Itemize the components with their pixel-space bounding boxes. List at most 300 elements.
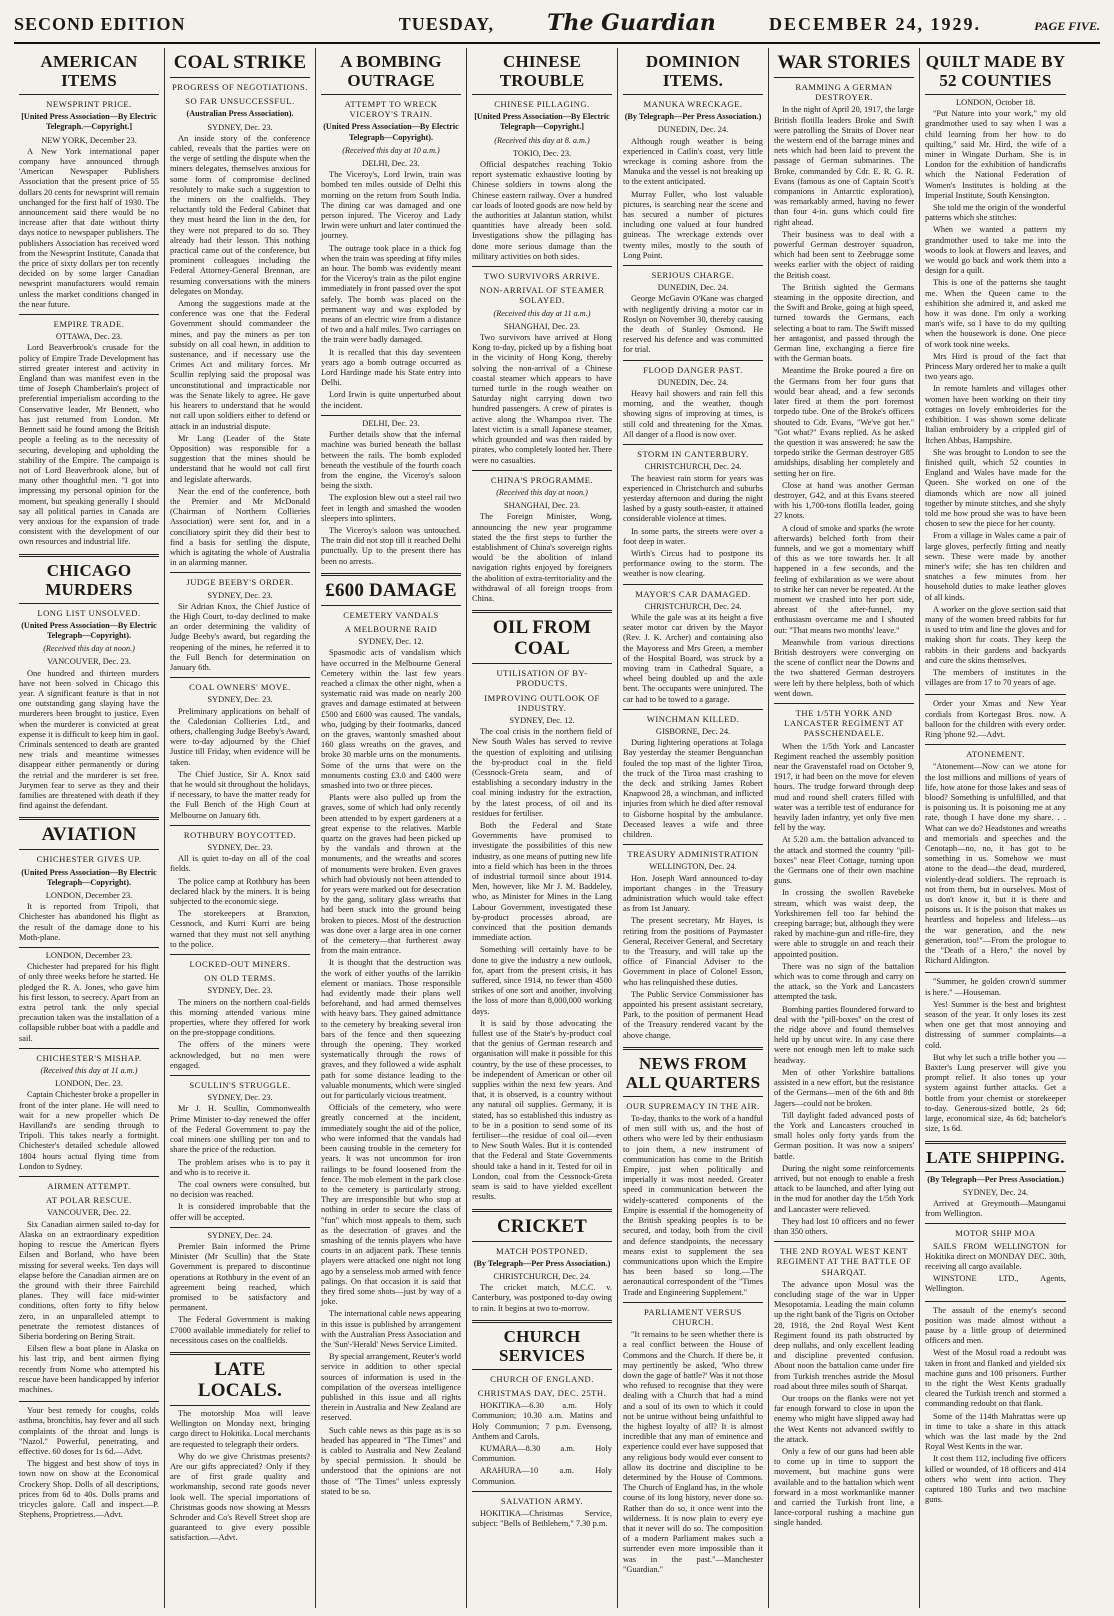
article-paragraph: "Atonement—Now can we atone for the lost millions and millions of years of life, how atone for those lakes and seas of blood? Something is unfulfilled, and that is poisoning us. It is poisoning me at any rate, though I have done my share. . . What can we do? Headstones and wreaths and memorials and speeches and the Cenotaph—no, no, it has got to be something in us. Somehow we must atone to the dead—the dead, murdered, violently-dead soldiers. The reproach is not from them, but in ourselves. Most of us don't know it, but it is there and poisons us. It is the poison that makes us heartless and hopeless and lifeless—us the war generation, and the new generation, too!"—From the prologue to the "Death of a Hero," the novel by Richard Aldington.	[925, 762, 1066, 966]
subsection-divider	[623, 844, 763, 845]
dateline: LONDON, October 18.	[955, 98, 1036, 107]
section-divider	[170, 1352, 310, 1355]
wire-credit: (By Telegraph—Per Press Association.)	[473, 1258, 611, 1268]
wire-credit: (United Press Association—By Electric Telegraph—Copyright).	[21, 867, 157, 887]
article-subheading: WINCHMAN KILLED.	[646, 713, 740, 724]
article-paragraph: HOKITIKA—6.30 a.m. Holy Communion; 10.30 a.m. Matins and Holy Communion; 7 p.m. Evensong, Anthem and Carols.	[472, 1401, 612, 1441]
article-paragraph: KUMARA—8.30 a.m. Holy Communion.	[472, 1443, 612, 1464]
subsection-divider	[321, 415, 461, 416]
article-paragraph: The storekeepers at Branxton, Cessnock, and Kurri Kurri are being warned that they must not sell anything to the police.	[170, 909, 310, 949]
issue-date: DECEMBER 24, 1929.	[768, 14, 981, 34]
article-paragraph: Some of the 114th Mahrattas were up in time to take a share in this attack which was the last made by the 2nd Royal West Kents in the war.	[925, 1411, 1066, 1452]
article-subheading: MANUKA WRECKAGE.	[643, 99, 743, 109]
article-subheading: COAL OWNERS' MOVE.	[189, 682, 291, 693]
article-paragraph: But why let such a trifle bother you —Baxter's Lung preserver will give you prompt relief. It also tones up your system against further attacks. Get a bottle from your chemist or storekeeper to-day. Generous-sized bottle, 2s 6d; large, economical size, 4s 6d; batchelor's size, 1s 6d.	[925, 1052, 1066, 1134]
article	[170, 1352, 310, 1544]
article-paragraph: The Viceroy's saloon was untouched. The train did not stop till it reached Delhi punctually. Up to the present there has been no arrests.	[321, 525, 461, 566]
dateline: VANCOUVER, Dec. 22.	[47, 1208, 131, 1218]
article-subheading-secondary: NON-ARRIVAL OF STEAMER SOLAYED.	[479, 285, 605, 306]
article	[19, 314, 159, 547]
article	[623, 1302, 763, 1575]
article-subheading: RAMMING A GERMAN DESTROYER.	[795, 82, 893, 103]
wire-credit: [United Press Association—By Electric Telegraph—Copyright.]	[474, 112, 610, 132]
subsection-divider	[774, 1241, 914, 1242]
article-subheading: CHURCH OF ENGLAND.	[490, 1373, 594, 1384]
article-paragraph: The present secretary, Mr Hayes, is retiring from the positions of Paymaster General, Receiver General, and Secretary to the Treasury, and will take up the office of Financial Adviser to the Government in place of Colonel Esson, who has relinquished these duties.	[623, 916, 763, 987]
article-paragraph: It is said by those advocating the fullest use of the State's by-product coal that the genius of German research and organisation will make it possible for this country, by the use of these processes, to be independent of American or other oil supplies within the next few years. And that, it is observed, is a country without any natural oil supplies. Germany, it is stated, has so established this industry as to be in a position to send some of its fertiliser—the residue of coal oil—even to New South Wales. But it is contended that the Federal and State Governments should take a hand in it. Tested for oil in London, coal from the Cessnock-Greta seam is said to have yielded excellent results.	[472, 1018, 612, 1202]
article	[19, 947, 159, 1044]
article-subheading: THE 1/5TH YORK AND LANCASTER REGIMENT AT PASSCHENDAELE.	[784, 707, 904, 739]
article-subheading: SALVATION ARMY.	[500, 1495, 584, 1506]
article-paragraph: Mr J. H. Scullin, Commonwealth Prime Minister to-day renewed the offer of the Federal Government to pay the coal miners one shilling per ton and to share the price of the reduction.	[170, 1104, 310, 1155]
article-paragraph: The assault of the enemy's second position was made almost without a pause by a little group of determined officers and men.	[925, 1305, 1066, 1346]
dateline: WELLINGTON, Dec. 24.	[649, 862, 737, 872]
article-paragraph: George McGavin O'Kane was charged with negligently driving a motor car in Roslyn on November 30, thereby causing the death of Stanley Osmond. He reserved his defence and was committed for trial.	[623, 294, 763, 355]
article-paragraph: Spasmodic acts of vandalism which have occurred in the Melbourne General Cemetery within the last few years reached a climax the other night, when a systematic raid was made on nearly 200 graves and damage estimated at between £500 and £600 was caused. The vandals, who, judging by their footmarks, danced on the graves, wantonly smashed about 160 glass wreaths on the graves, and broke 30 marble urns on the monuments. Some of the urns that were on the monuments costing £3.0 and £400 were smashed into two or three pieces.	[321, 648, 461, 790]
subsection-divider	[170, 572, 310, 573]
article-paragraph: An inside story of the conference cabled, reveals that the parties were on the verge of settling the dispute when the miners delegates, themselves anxious for some form of compromise declined resolutely to make such a suggestion to the miners on the coalfields. They reluctantly told the Federal Cabinet that they must heard the lion in the den, for they were not prepared to do so. They already had their lesson. This nothing practical came out of the conference, but prominent colleagues including the Federal Attorney-General Brennan, are resuming conversations with the miners delegates on Monday.	[170, 133, 310, 296]
headline-rule	[472, 1369, 612, 1370]
received-note: (Received this day at 8. a.m.)	[494, 135, 590, 145]
article-paragraph: When the 1/5th York and Lancaster Regiment reached the assembly position near the Gravenstafel road on October 9, 1917, it had been on the move for eleven hours. The trudge forward through deep mud and round shell craters filled with water was a terrible test of endurance for heavily laden infantry, yet only five men fell by the way.	[774, 741, 914, 833]
dateline: LONDON, Dec. 23.	[55, 1079, 123, 1089]
article-subheading-secondary: ON OLD TERMS.	[204, 973, 276, 984]
headline-rule	[472, 94, 612, 95]
dateline: SYDNEY, Dec. 24.	[962, 1187, 1029, 1197]
article-paragraph: The advance upon Mosul was the concluding stage of the war in Upper Mesopotamia. Leading the main column up the right bank of the Tigris on October 28, 1918, the 2nd Royal West Kent Regiment found its path obstructed by deep nullahs, and only excellent leading and discipline prevented confusion. About noon the battalion came under fire from Turkish trenches astride the Mosul road about three miles south of Sharqat.	[774, 1279, 914, 1391]
article-headline: OIL FROM COAL	[492, 617, 592, 660]
dateline: SHANGHAI, Dec. 23.	[503, 501, 581, 511]
article-headline: CHURCH SERVICES	[498, 1326, 586, 1365]
article-paragraph: They had lost 10 officers and no fewer than 350 others.	[774, 1216, 914, 1236]
article-paragraph: Only a few of our guns had been able to come up in time to support the movement, but machine guns were available and to the battalion which went forward in a most workmanlike manner and carried the Turkish front line, a lance-corporal rushing a machine gun single handed.	[774, 1447, 914, 1528]
article-paragraph: By special arrangement, Reuter's world service in addition to other special sources of information is used in the compilation of the overseas intelligence published in this issue and all rights therein in Australia and New Zealand are reserved.	[321, 1352, 461, 1423]
dateline: OTTAWA, Dec. 23.	[55, 332, 123, 342]
article-paragraph: Six Canadian airmen sailed to-day for Alaska on an extraordinary expedition hoping to rescue the American flyers Eilsen and Borland, who have been missing for several weeks. Ten days will elapse before the Canadian airmen are on the ground with their three Fairchild planes. They will face mid-winter conditions, often forty to fifty below zero, in an unparalleled attempt to penetrate the remotest distances of Siberia bordering on Bering Strait.	[19, 1219, 159, 1341]
dateline: DELHI, Dec. 23.	[362, 418, 420, 428]
dateline: SYDNEY, Dec. 12.	[358, 637, 424, 647]
article-paragraph: It is considered improbable that the offer will be accepted.	[170, 1202, 310, 1222]
dateline: LONDON, December 23.	[45, 891, 133, 900]
article-paragraph: She told me the origin of the wonderful patterns which she stitches:	[925, 203, 1066, 223]
article-paragraph: The heaviest rain storm for years was experienced in Christchurch and suburbs yesterday afternoon and during the night lashed by a gusty south-easter, it attained considerable violence at times.	[623, 473, 763, 524]
headline-rule	[925, 1171, 1066, 1172]
article-paragraph: Mrs Hird is proud of the fact that Princess Mary ordered her to make a quilt two years ago.	[925, 351, 1066, 382]
dateline: DELHI, Dec. 23.	[362, 159, 420, 169]
subsection-divider	[623, 709, 763, 710]
article-headline: AMERICAN ITEMS	[40, 52, 138, 90]
article	[321, 52, 461, 411]
article-paragraph: A worker on the glove section said that many of the women breed rabbits for fur is used to trim and line the gloves and for making short fur coats. They keep the rabbits in their gardens and backyards and cure the skins themselves.	[925, 604, 1066, 665]
article-subheading: MATCH POSTPONED.	[495, 1245, 589, 1256]
article-headline: WAR STORIES	[777, 52, 911, 73]
article	[19, 554, 159, 812]
article-paragraph: In some parts, the streets were over a foot deep in water.	[623, 526, 763, 546]
article-paragraph: Your best remedy for coughs, colds asthma, bronchitis, hay fever and all such complaints of the throat and lungs is "Nazol." Powerful, penetrating, and effective. 60 doses for 1s 6d.—Advt.	[19, 1406, 159, 1456]
subsection-divider	[774, 703, 914, 704]
article-paragraph: Yes! Summer is the best and brightest season of the year. It only loses its zest when one get that most annoying and distressing of summer complaints—a cold.	[925, 999, 1066, 1050]
article-paragraph: Close at hand was another German destroyer, G42, and at this Evans steered with his 1,700-tons flotilla leader, going 27 knots.	[774, 480, 914, 521]
dateline: SYDNEY, Dec. 12.	[509, 715, 575, 725]
article	[321, 573, 461, 1497]
article-subheading: CHICHESTER'S MISHAP.	[36, 1052, 142, 1063]
newspaper-column	[165, 48, 316, 1608]
article-subheading: PARLIAMENT VERSUS CHURCH.	[644, 1306, 742, 1327]
article	[170, 954, 310, 1071]
dateline: SHANGHAI, Dec. 23.	[503, 321, 581, 331]
article-paragraph: Something will certainly have to be done to give the industry a new outlook, for, apart from the present crisis, it has suffered, since 1914, no fewer than 4500 strikes of one sort and another, involving the loss of more than 8,000,000 working days.	[472, 945, 612, 1016]
article-paragraph: Hon. Joseph Ward announced to-day important changes in the Treasury administration which would take effect as from 1st January.	[623, 873, 763, 914]
article-headline: QUILT MADE BY 52 COUNTIES	[925, 52, 1066, 90]
article-paragraph: The members of institutes in the villages are from 17 to 70 years of age.	[925, 667, 1066, 688]
article-paragraph: The outrage took place in a thick fog when the train was speeding at fifty miles an hour. The bomb was evidently meant for the Viceroy's train as the pilot engine immediately in front passed over the spot safely. The bomb was placed on the permanent way and was exploded by means of an electric wire from a distance of two and a half miles. Two carriages on the train were badly damaged.	[321, 243, 461, 345]
page-number: PAGE FIVE.	[1034, 19, 1100, 33]
subsection-divider	[623, 444, 763, 445]
subsection-divider	[170, 677, 310, 678]
article-paragraph: There was no sign of the battalion which was to come through and carry on the attack, so the York and Lancasters attempted the task.	[774, 961, 914, 1002]
article-paragraph: During lightering operations at Tolaga Bay yesterday the steamer Benguanchan fouled the top mast of the lighter Tiroa, the truck of the Tiroa mast crashing to the deck and striking James Robert Knapwood 28, a winchman, and inflicted injuries from which he died after removal to Gisborne hospital by the ambulance. Deceased leaves a wife and three children.	[623, 738, 763, 839]
article-paragraph: The cricket match, M.C.C. v. Canterbury, was postponed to-day owing to rain. It begins at two to-morrow.	[472, 1283, 612, 1313]
headline-rule	[623, 94, 763, 95]
article	[774, 703, 914, 1237]
article-paragraph: It cost them 112, including five officers killed or wounded, of 18 officers and 414 others who went into action. They captured 180 Turks and two machine guns.	[925, 1454, 1066, 1505]
article-subheading: MOTOR SHIP MOA	[955, 1228, 1036, 1239]
article-subheading: OUR SUPREMACY IN THE AIR.	[626, 1100, 760, 1111]
article-headline: CRICKET	[496, 1215, 588, 1237]
article-paragraph: It is thought that the destruction was the work of either youths of the larrikin element or maniacs. Those responsible had evidently made their plans well beforehand, and had armed themselves with heavy bars. They gained admittance to the cemetery by breaking several iron bars of the fence and then squeezing through the opening. They worked systematically through the rows of graves, and they followed a wide asphalt path for some distance leading to the valuable monuments, which were singled out for particularly vicious treatment.	[321, 958, 461, 1101]
article-paragraph: Further details show that the infernal machine was buried beneath the ballast between the rails. The bomb exploded beneath the vestibule of the fourth coach from the engine, the Viceroy's saloon being the sixth.	[321, 430, 461, 491]
article-paragraph: Although rough weather is being experienced in Catlin's coast, very little wreckage is coming ashore from the Manuka and the vessel is not breaking up to the extent anticipated.	[623, 136, 763, 187]
article-subheading: FLOOD DANGER PAST.	[643, 364, 743, 375]
article	[170, 677, 310, 821]
article-paragraph: In remote hamlets and villages other women have been working on their tiny cottages on lovely embroideries for the exhibition. I was shown some delicate Italian embroidery by a crippled girl of Itchen Abbas, Hampshire.	[925, 384, 1066, 445]
article-paragraph: The miners on the northern coal-fields this morning attended various mine properties, where they offered for work on the pre-stoppage conditions.	[170, 997, 310, 1038]
headline-rule	[774, 77, 914, 78]
article-paragraph: It is recalled that this day seventeen years ago a bomb outrage occurred as Lord Hardinge made his State entry into Delhi.	[321, 347, 461, 388]
article-paragraph: The Public Service Commissioner has appointed his present assistant secretary, Park, to the position of permanent Head of the Treasury rendered vacant by the above change.	[623, 989, 763, 1040]
article-subheading-secondary: AT POLAR RESCUE.	[46, 1195, 132, 1206]
dateline: GISBORNE, Dec. 24.	[655, 726, 731, 736]
dateline: CHRISTCHURCH, Dec. 24.	[493, 1271, 591, 1281]
article-paragraph: Official despatches reaching Tokio report systematic exhaustive looting by Chinese soldiers in towns along the Chinese eastern railway. Over a hundred car loads of looted goods are now held by the authorities at Jalantun station, whilst quantities have already been sold. Investigations show the pillaging has done more serious damage than the military activities on both sides.	[472, 160, 613, 261]
article-headline: LATE LOCALS.	[197, 1358, 283, 1401]
article	[623, 844, 763, 1041]
article-subheading-secondary: A MELBOURNE RAID	[344, 623, 438, 634]
article-paragraph: It is reported from Tripoli, that Chichester has abandoned his flight as the result of the damage done to his Moth-plane.	[19, 902, 159, 942]
section-divider	[472, 1320, 612, 1323]
article	[623, 360, 763, 440]
article-paragraph: The explosion blew out a steel rail two feet in length and smashed the wooden sleepers into splinters.	[321, 493, 461, 523]
subsection-divider	[925, 1223, 1066, 1224]
newspaper-column	[14, 48, 165, 1608]
article-paragraph: ARAHURA—10 a.m. Holy Communion.	[472, 1466, 612, 1486]
headline-rule	[170, 1405, 310, 1406]
wire-credit: (By Telegraph—Per Press Association.)	[624, 112, 762, 122]
article	[623, 584, 763, 705]
article-headline: CHINESE TROUBLE	[499, 52, 585, 90]
article	[170, 52, 310, 568]
article-subheading: CHINA'S PROGRAMME.	[490, 474, 594, 485]
dateline: SYDNEY, Dec. 23.	[207, 695, 273, 705]
article-paragraph: The police camp at Rothbury has been declared black by the miners. It is being subjected to the economic siege.	[170, 876, 310, 907]
newspaper-column	[467, 48, 618, 1608]
article-paragraph: Order your Xmas and New Year cordials from Kortegast Bros. now. A balloon for the children with every order. Ring 'phone 92.—Advt.	[925, 699, 1066, 739]
subsection-divider	[623, 265, 763, 266]
article-paragraph: Our troops on the flanks were not yet far enough forward to close in upon the enemy who might have slipped away had the West Kents not advanced swiftly to the attack.	[774, 1393, 914, 1444]
advertisement	[19, 1401, 159, 1520]
wire-credit: (United Press Association—By Electric Telegraph—Copyright).	[323, 122, 459, 142]
article-paragraph: In crossing the swollen Ravebeke stream, which was waist deep, the Yorkshiremen fell too far behind the creeping barrage; but, although they were raked by machine-gun and rifle-fire, they were able to struggle on and reach their appointed position.	[774, 888, 914, 959]
article-subheading: EMPIRE TRADE.	[53, 319, 125, 330]
headline-rule	[472, 663, 612, 664]
article-subheading: SERIOUS CHARGE.	[651, 270, 735, 281]
article-paragraph: Plants were also pulled up from the graves, some of which had only recently been attended to by expert gardeners at a great expense to the relatives. Marble quartz on the graves had been picked up by the vandals and thrown at the monuments, and the wreaths and scores of monuments were broken. Even graves which had obviously not been attended to for years were marked out for desecration by the gang, solitary glass wreaths that had been stuck into the ground being broken to pieces. Most of the destruction was done over a large area in one corner of the cemetery—that furtherest away from the main entrance.	[321, 793, 461, 956]
article-paragraph: One hundred and thirteen murders have not been solved in Chicago this year. A significant feature is that in not one outstanding gang slaying have the murderers been brought to justice. Even when the murderer is convicted at great expense it is difficult to keep him in gaol. Criminals sentenced to death are granted new trials and meantime witnesses disappear either permanently or during the retrial and the murderer is set free. Jurymen fear to serve as they and their families are threatened with death if they find against the defendant.	[19, 668, 159, 811]
article-paragraph: West of the Mosul road a redoubt was taken in front and flanked and yielded six machine guns and 100 prisoners. Further to the right the West Kents gradually cleared the Turkish trench and stormed a commanding redoubt on that flank.	[925, 1348, 1066, 1409]
dateline: SYDNEY, Dec. 23.	[207, 590, 273, 600]
article-paragraph: From a village in Wales came a pair of large gloves, perfectly fitting and neatly sewn. These were made by another miner's wife; she has ten children and snatches a few minutes from her household duties to make leather gloves of all kinds.	[925, 531, 1066, 602]
article-paragraph: The problem arises who is to pay it and who is to receive it.	[170, 1157, 310, 1177]
article-paragraph: Meantime the Broke poured a fire on the Germans from her four guns that would bear ahead, and a few seconds later fired at them the port foremost torpedo tube. One of the Broke's officers shouted to Cdr. Evans, "We've got her." "Got what?" Evans replied. As he asked the question it was answered: he saw the torpedo strike the German destroyer G85 amidships, disabling her completely and setting her on fire.	[774, 366, 914, 478]
article-subheading: SCULLIN'S STRUGGLE.	[189, 1080, 291, 1091]
article-subheading-secondary: IMPROVING OUTLOOK OF INDUSTRY.	[484, 692, 600, 713]
section-divider	[472, 610, 612, 613]
article-subheading: PROGRESS OF NEGOTIATIONS.	[172, 82, 308, 92]
article-paragraph: Sir Adrian Knox, the Chief Justice of the High Court, to-day declined to make an order determining the validity of Judge Beeby's award, but regarding the reopening of the mines, he referred it to the Full Bench for determination on January 6th.	[170, 601, 310, 672]
article-paragraph: Lord Irwin is quite unperturbed about the incident.	[321, 390, 461, 410]
article	[472, 610, 612, 1202]
article-subheading: LONG LIST UNSOLVED.	[37, 607, 141, 618]
article-paragraph: Premier Bain informed the Prime Minister (Mr Scullin) that the State Government is prepared to discontinue operations at Rothbury in the event of an agreement being reached, which promised to be satisfactory and permanent.	[170, 1241, 310, 1313]
article	[19, 1048, 159, 1172]
article-paragraph: A cloud of smoke and sparks (he wrote afterwards) belched forth from their funnels, and we got a momentary whiff of this as we tore towards her. It all happened in a few seconds, and the feeling of exhilaration as we were about to strike her can never be repeated. At the moment we crashed into her port side, abreast of the after-funnel, my enthusiasm overcame me and I shouted out: "That means two months' leave."	[774, 523, 914, 635]
article-subheading: UTILISATION OF BY-PRODUCTS.	[496, 668, 588, 689]
article	[472, 470, 612, 604]
subsection-divider	[170, 954, 310, 955]
dateline: LONDON, December 23.	[45, 951, 133, 961]
subsection-divider	[623, 1302, 763, 1303]
article-subheading: LOCKED-OUT MINERS.	[189, 959, 291, 970]
article-paragraph: The coal owners were consulted, but no decision was reached.	[170, 1179, 310, 1200]
subsection-divider	[472, 1491, 612, 1492]
subsection-divider	[19, 1048, 159, 1049]
section-divider	[321, 573, 461, 576]
headline-rule	[19, 849, 159, 850]
article-paragraph: Among the suggestions made at the conference was one that the Federal Government should commandeer the mines, and pay the miners as per ton subsidy on all coal hewn, in addition to sustenance, and if necessary use the Crimes Act and military forces. Mr Scullin replying said the proposal was unconstitutional and impracticable nor was the Senate likely to agree. He gave his hearers to understand that he would not call upon soldiers either to defend or attack in an industrial dispute.	[170, 299, 310, 431]
article-paragraph: Their business was to deal with a powerful German destroyer squadron, which had been sent to Zeebrugge some weeks earlier with the object of raiding the British coast.	[774, 229, 914, 280]
article-paragraph: "Put Nature into your work," my old grandmother used to say when I was a child learning from her how to do quilting," said Mr. Hird, the wife of a miner in Wingate Durham. She is in London for the exhibition of handicrafts which the National Federation of Women's Institutes is holding at the Imperial Institute, South Kensington.	[925, 109, 1066, 200]
column-container	[14, 48, 1100, 1608]
article-subheading: JUDGE BEEBY'S ORDER.	[186, 577, 294, 588]
article-paragraph: This is one of the patterns she taught me. When the Queen came to the exhibition she admired it, and asked me how it was done. I'm only a working man's wife, so I have to do my quilting when the housework is done. One piece of work took nine weeks.	[925, 278, 1066, 349]
article-paragraph: While the gale was at its height a five seater motor car driven by the Mayor (Rev. J. K. Archer) and containing also the Mayoress and Mrs Green, a member of the Hospital Board, was struck by a moving tram in Cathedral Square, a wheel being doubled up and the axle bent. The occupants were uninjured. The car had to be towed to a garage.	[623, 612, 763, 704]
masthead	[14, 10, 1100, 44]
article-paragraph: HOKITIKA—Christmas Service, subject: "Bells of Bethlehem," 7.30 p.m.	[472, 1508, 612, 1529]
subsection-divider	[170, 1075, 310, 1076]
article	[170, 825, 310, 950]
article-paragraph: Captain Chichester broke a propeller in front of the inter plane. He will need to wait for a new propeller which De Havilland's are sending through to Tripoli. This takes nearly a fortnight. Chichester's detailed schedule allowed 1804 hours actual flying time from London to Sydney.	[19, 1090, 159, 1171]
article-paragraph: Both the Federal and State Governments have promised to investigate the possibilities of this new industry, as one means of putting new life into a field which has been in the throes of industrial turmoil since about 1914. Men, however, like Mr J. M. Baddeley, who, as Minister for Mines in the Lang Labour Government, investigated these by-product processes abroad, are convinced that the position demands immediate action.	[472, 820, 612, 943]
headline-rule	[925, 94, 1066, 95]
article	[774, 52, 914, 699]
article-paragraph: "It remains to be seen whether there is a real conflict between the House of Commons and the Church. If there be, it may pertinently be asked, 'Who threw down the gage of battle?' Was it not those who refused to recognise that they were dealing with a Church that had a mind and a soul of its own to which it could not be untrue without being unfaithful to the highest loyalty of all? It is almost incredible that any man of eminence and experience could ever have supposed that any religious body would ever consent to allow its doctrine and discipline to be determined by the House of Commons. The Church of England has, in the whole course of its long history, never done so. Rather than do so, it once went into the wilderness. It is now plain to every eye that it never will do so. The composition of a modern Parliament makes such a surrender even more impossible than it was in the past."—Manchester "Guardian."	[623, 1330, 763, 1574]
article-paragraph: During the night some reinforcements arrived, but not enough to enable a fresh attack to be launched, and after lying out in the mud for another day the 1/5th York and Lancaster were relieved.	[774, 1163, 914, 1214]
newspaper-title: The Guardian	[547, 10, 716, 36]
article	[623, 444, 763, 579]
newspaper-column	[316, 48, 467, 1608]
subsection-divider	[170, 1227, 310, 1228]
wire-credit: (United Press Association—By Electric Telegraph—Copyright).	[21, 620, 157, 640]
article-paragraph: The international cable news appearing in this issue is published by arrangement with the Australian Press Association and the 'Sun'-'Herald' News Service Limited.	[321, 1309, 461, 1349]
article-paragraph: To-day, thanks to the work of a handful of men still with us, and the host of others who were led by their enthusiasm to join them, a new instrument of communication has come to the British Empire, just when politically and imperially it was most needed. Greater speed in communication between the widely-scattered components of the Empire is essential if the homogeneity of the British speaking peoples is to be secured, and today, both from the civil and defence standpoints, the necessary means exist to supplement the sea communications upon which the Empire has been based so long.—The aeronautical correspondent of the "Times Trade and Engineering Supplement."	[623, 1114, 763, 1297]
dateline: SYDNEY, Dec. 23.	[207, 986, 273, 996]
article-headline: LATE SHIPPING.	[926, 1147, 1065, 1167]
advertisement	[925, 972, 1066, 1134]
article-paragraph: "Summer, he golden crown'd summer is here." —Houseman.	[925, 977, 1066, 997]
article-subheading: ATONEMENT.	[966, 749, 1025, 760]
article-subheading: TREASURY ADMINISTRATION	[627, 849, 759, 860]
headline-rule	[472, 1241, 612, 1242]
article-paragraph: Till daylight faded advanced posts of the York and Lancasters crouched in small holes only forty yards from the German position. It was now a snipers' battle.	[774, 1110, 914, 1161]
article-headline: CHICAGO MURDERS	[45, 560, 133, 599]
article	[472, 1209, 612, 1314]
article	[19, 817, 159, 943]
article-paragraph: The Viceroy's, Lord Irwin, train was bombed ten miles outside of Delhi this morning on the return from South India. The dining car was damaged and one person injured. The Viceroy and Lady Irwin were unhurt and later continued the journey.	[321, 170, 461, 241]
article-paragraph: The biggest and best show of toys in town now on show at the Economical Crockery Shop. Dolls of all descriptions, prices from 6d to 40s. Dolls prams and tricycles galore. Call and inspect.—P. Stephens, Proprietress.—Advt.	[19, 1459, 159, 1520]
article	[170, 1075, 310, 1223]
received-note: (Received this day at 11 a.m.)	[40, 1066, 138, 1076]
article-paragraph: Meanwhile from various directions British destroyers were converging on the scene of conflict near the Downs and the two shattered German destroyers were left by there helpless, both of which went down.	[774, 637, 914, 698]
article	[925, 1141, 1066, 1220]
article-paragraph: Lord Beaverbrook's crusade for the policy of Empire Trade Development has stirred greater interest and activity in England than was manifest even in the time of Joseph Chamberlain's project of preferential imperialism according to the Conservative leader, Mr Bennett, who has just returned from London. Mr Bennett said he found among the British people a feeling as to the necessity of securing, developing and upholding the stability of the Empire. The campaign is not of Lord Beaverbrook alone, but of many other thoughtful men. "I got into impressing my personal opinion for the moment, but speaking generally I should say all political parties in Canada are very anxious for the expansion of trade consistent with the development of our own resources and industrial life.	[19, 343, 159, 547]
subsection-divider	[170, 825, 310, 826]
article-paragraph: Preliminary applications on behalf of the Caledonian Collieries Ltd., and others, challenging Judge Beeby's Award, were to-day adjourned by the Chief Justice till Friday, when evidence will be taken.	[170, 706, 310, 767]
article-paragraph: Eilsen flew a boat plane in Alaska on his last trip, and bent airmen flying recently from Nome who attempted his rescue have been handicapped by inferior machines.	[19, 1344, 159, 1394]
article-headline: NEWS FROM ALL QUARTERS	[625, 1053, 761, 1092]
subsection-divider	[472, 470, 612, 471]
article	[19, 52, 159, 310]
article	[472, 1491, 612, 1530]
article	[623, 709, 763, 840]
article-paragraph: At 5.20 a.m. the battalion advanced to the attack and stormed the country "pill-boxes" near Fleet Cottage, turning upon the Germans one of their own machine guns.	[774, 835, 914, 886]
article-paragraph: Wirth's Circus had to postpone its performance owing to the storm. The weather is now clearing.	[623, 548, 763, 579]
article-paragraph: Heavy hail showers and rain fell this morning, and the weather, though showing signs of improving at times, is still cold and threatening for the Xmas. All danger of a flood is now over.	[623, 389, 763, 439]
article-subheading: THE 2ND ROYAL WEST KENT REGIMENT AT THE BATTLE OF SHARQAT.	[776, 1246, 912, 1277]
dateline: DUNEDIN, Dec. 24.	[657, 125, 729, 135]
dateline: NEW YORK, December 23.	[41, 135, 137, 145]
section-divider	[925, 1141, 1066, 1144]
article-paragraph: In the night of April 20, 1917, the large British flotilla leaders Broke and Swift were patrolling the Straits of Dover near the western end of the barrage mines and nets which had been laid to prevent the passage of German submarines. The Broke, commanded by Cdr. E. R. G. R. Evans (famous as one of Captain Scott's companions in Antarctic exploration), was remarkably armed, having no fewer than four 4-in. guns which could fire right ahead.	[774, 105, 914, 227]
article-subheading: NEWSPRINT PRICE.	[46, 99, 132, 109]
newspaper-column	[920, 48, 1071, 1608]
wire-credit: [United Press Association—By Electric Telegraph.—Copyright.]	[21, 112, 157, 132]
dateline: SYDNEY, Dec. 24.	[207, 1230, 273, 1240]
headline-rule	[19, 603, 159, 604]
article-subheading-secondary: SO FAR UNSUCCESSFUL.	[185, 96, 295, 107]
article	[321, 415, 461, 567]
article-paragraph: Such cable news as this page as is so headed has appeared in "The Times" and is cabled to Australia and New Zealand by special permission. It should be understood that the opinions are not those of "The Times" unless expressly stated to be so.	[321, 1425, 461, 1496]
headline-rule	[170, 77, 310, 78]
article-subheading: CHINESE PILLAGING.	[494, 99, 590, 109]
article-headline: COAL STRIKE	[173, 52, 307, 73]
article-paragraph: The coal crisis in the northern field of New South Wales has served to revive the question of exploiting and utilising the by-product coal in the field (Cessnock-Greta seam, and of establishing a secondary industry in the coal mining industry for the extraction, by the latest process, of oil and its residues for fertiliser.	[472, 727, 612, 818]
article-paragraph: The Federal Government is making £7000 available immediately for relief to necessitous cases on the coalfields.	[170, 1315, 310, 1345]
subsection-divider	[472, 266, 612, 267]
article-subheading: CHICHESTER GIVES UP.	[36, 854, 142, 865]
day-label: TUESDAY,	[398, 14, 494, 34]
headline-rule	[19, 94, 159, 95]
edition-label: SECOND EDITION	[14, 14, 186, 34]
article-paragraph: Men of other Yorkshire battalions assisted in a new effort, but the resistance of the Germans—men of the 6th and 8th Jagers—could not be broken.	[774, 1067, 914, 1108]
article-paragraph: Arrived at Greymouth—Maunganui from Wellington.	[925, 1198, 1066, 1219]
article	[925, 744, 1066, 966]
article-paragraph: SAILS FROM WELLINGTON for Hokitika direct on MONDAY DEC. 30th, receiving all cargo available.	[925, 1241, 1066, 1271]
subsection-divider	[623, 360, 763, 361]
article-paragraph: Murray Fuller, who lost valuable pictures, is searching near the scene and has secured a number of pictures including one valued at four hundred guineas. The wreckage extends over twenty miles, mostly to the south of Long Point.	[623, 189, 763, 260]
dateline: SYDNEY, Dec. 23.	[207, 122, 273, 132]
newspaper-column	[769, 48, 920, 1608]
dateline: DUNEDIN, Dec. 24.	[657, 283, 729, 293]
article	[472, 266, 612, 466]
article-paragraph: When we wanted a pattern my grandmother used to take me into the woods to look at flowers and leaves, and we would go back and work them into a design for a quilt.	[925, 225, 1066, 276]
headline-rule	[321, 94, 461, 95]
article-paragraph: Bombing parties floundered forward to deal with the "pill-boxes" on the crest of the ridge above and found themselves held up by uncut wire. In any case there were not enough men left to make such headway.	[774, 1004, 914, 1065]
subsection-divider	[623, 584, 763, 585]
article-subheading: AIRMEN ATTEMPT.	[47, 1181, 131, 1192]
article-paragraph: Near the end of the conference, both the Premier and Mr McDonald (Chairman of Northern Collieries Association) were sent for, and in a conciliatory spirit they did their best to find a basis for settling the dispute, which is agitating the whole of Australia in an alarming manner.	[170, 486, 310, 568]
article-subheading: CEMETERY VANDALS	[343, 609, 439, 620]
article-paragraph: Why do we give Christmas presents? Are our gifts appreciated? Only if they are of first grade quality and workmanship, second rate goods never look well. The special importations of Christmas goods now showing at Messrs Schroder and Co's Revell Street shop are guaranteed to give every possible satisfaction.—Advt.	[170, 1451, 310, 1543]
article-paragraph: The British sighted the Germans steaming in the opposite direction, and the Swift and Broke, going at high speed, turned towards the Germans, each selecting a boat to ram. The Swift missed her antagonist, and passed through the German line, exchanging a fierce fire with the German boats.	[774, 282, 914, 364]
newspaper-column	[618, 48, 769, 1608]
received-note: (Received this day at noon.)	[496, 487, 588, 497]
article	[623, 1047, 763, 1298]
subsection-divider	[19, 1176, 159, 1177]
advertisement	[925, 1301, 1066, 1506]
article-paragraph: Officials of the cemetery, who were greatly concerned at the incident, immediately sought the aid of the police, who were informed that the vandals had been causing trouble in the cemetery for years. It was not uncommon for iron railings to be found loosened from the fence. The mob element in the park close to the cemetery is particularly strong. They are irresponsible but who stop at nothing in order to secure the class of "fun" which most appeals to them, such as the desecration of graves and the smashing of the tennis players who have courts in an adjacent park. These tennis players were attacked one night not long ago by a senseless mob armed with fence palings. On that occasion it is said that they fired some shots—just by way of a joke.	[321, 1103, 461, 1307]
section-divider	[623, 1047, 763, 1050]
subsection-divider	[19, 314, 159, 315]
article-headline: £600 DAMAGE	[325, 579, 457, 601]
article-paragraph: Chichester had prepared for his flight of only three weeks before he started. He pledged the R. A. Jones, who gave him his first lesson, to secrecy. Apart from an extra petrol tank the only special precaution taken was the installation of a collapsible rubber boat with a paddle and sail.	[19, 962, 159, 1043]
received-note: (Received this day at noon.)	[43, 644, 135, 654]
article-subheading-secondary: CHRISTMAS DAY, DEC. 25TH.	[477, 1387, 607, 1398]
article-subheading: ATTEMPT TO WRECK VICEROY'S TRAIN.	[344, 99, 438, 120]
wire-credit: (Australian Press Association).	[186, 109, 294, 119]
article-paragraph: Two survivors have arrived at Hong Kong to-day, picked up by a fishing boat in the vicinity of Hong Kong, thereby solving the non-arrival of a Chinese coastal steamer which appears to have turned turtle in the rough weather on Saturday night carrying down two hundred passengers. A crew of pirates is active along the Whampoa river. The latest victim is a small Japanese steamer, which grounded and was then raided by pirates, who completely looted her. There were no casualties.	[472, 333, 612, 465]
article-paragraph: Mr Lang (Leader of the State Opposition) was responsible for a suggestion that the mines should be understand that he would not call first and legislate afterwards.	[170, 433, 310, 484]
article	[472, 52, 612, 262]
headline-rule	[321, 605, 461, 606]
dateline: DUNEDIN, Dec. 24.	[657, 377, 729, 387]
article-paragraph: All is quiet to-day on all of the coal fields.	[170, 854, 310, 874]
article	[925, 1223, 1066, 1294]
received-note: (Received this day at 10 a.m.)	[342, 145, 440, 155]
subsection-divider	[925, 744, 1066, 745]
article	[472, 1320, 612, 1487]
article-paragraph: The offers of the miners were acknowledged, but no men were engaged.	[170, 1040, 310, 1070]
section-divider	[19, 817, 159, 820]
article-headline: A BOMBING OUTRAGE	[340, 52, 442, 90]
article-paragraph: The Foreign Minister, Wong, announcing the new year programme stated the the first steps to further the establishment of China's sovereign rights would be the abolition of inland navigation rights enjoyed by foreigners the abolition of extra-territoriality and the withdrawal of all foreign troops from China.	[472, 512, 612, 603]
headline-rule	[623, 1096, 763, 1097]
advertisement	[925, 694, 1066, 740]
received-note: (Received this day at 11 a.m.)	[493, 308, 591, 318]
article	[925, 52, 1066, 688]
article-paragraph: The motorship Moa will leave Wellington on Monday next, bringing cargo direct to Hokitika. Local merchants are requested to telegraph their orders.	[170, 1408, 310, 1449]
article-subheading: TWO SURVIVORS ARRIVE.	[483, 271, 601, 282]
article-subheading: ROTHBURY BOYCOTTED.	[183, 829, 297, 840]
